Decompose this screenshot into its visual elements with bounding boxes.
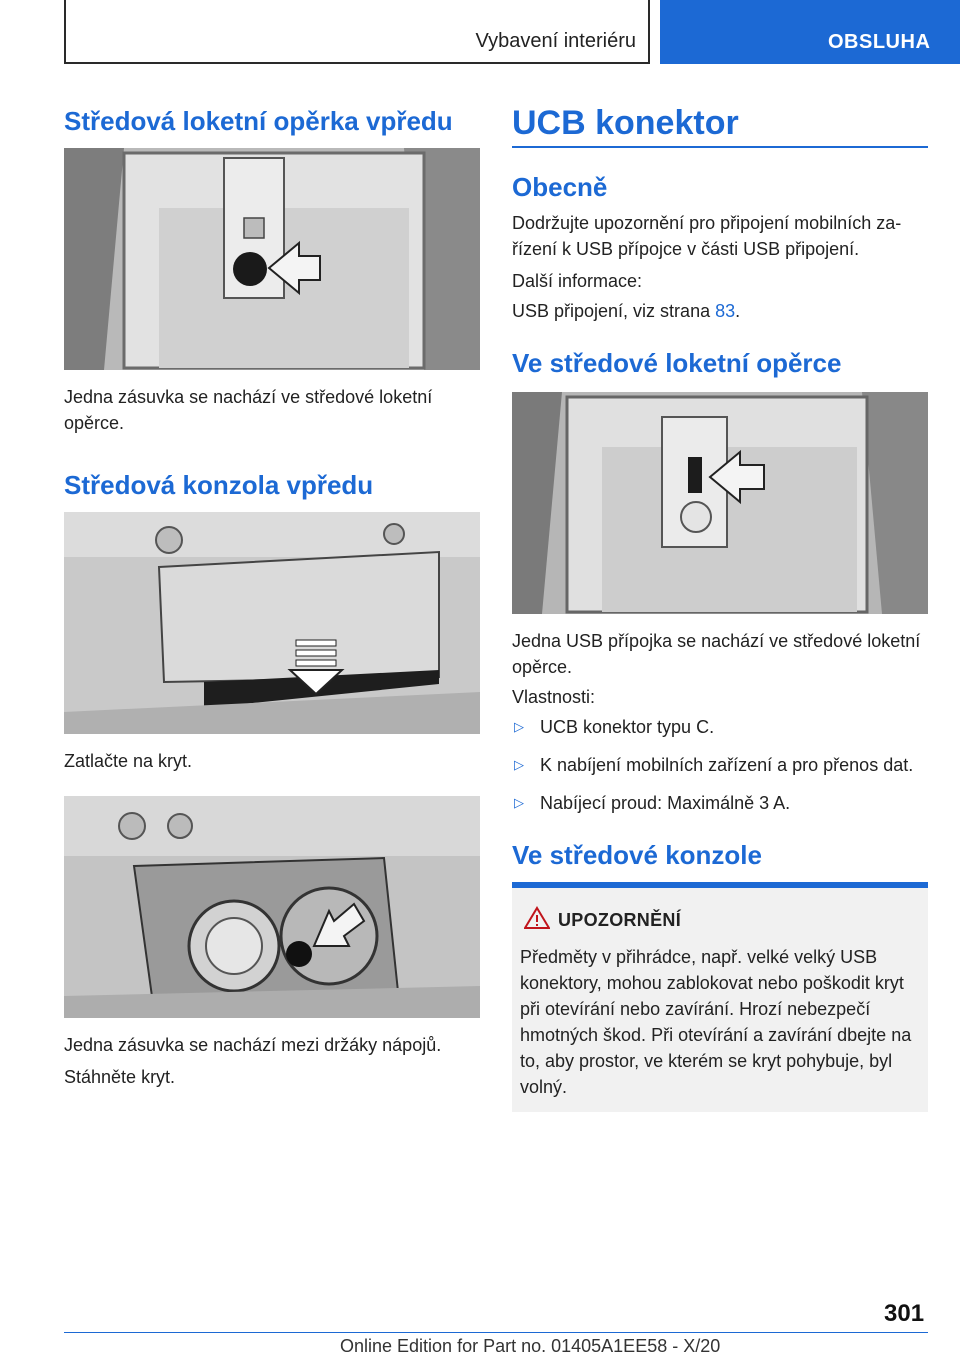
properties-list [512,714,932,828]
warning-box [512,882,928,1112]
heading-front-console: Středová konzola vpředu [64,470,374,500]
triangle-bullet-icon: ▷ [514,719,524,734]
header-chapter-label: OBSLUHA [828,31,931,53]
heading-general: Obecně [512,172,608,202]
photo-console-cover [64,512,480,734]
caption-armrest-socket: Jedna zásuvka se nachází ve středové loketní opěrce. [64,387,433,433]
header-section-title: Vybavení interiéru [475,30,636,52]
property-text: Nabíjecí proud: Maximálně 3 A. [540,793,791,813]
caption-press-cover: Zatlačte na kryt. [64,751,193,771]
title-rule [512,146,928,148]
heading-in-console: Ve středové konzole [512,840,762,870]
caption-usb-armrest: Jedna USB přípojka se nachází ve středové loketní opěrce. [512,631,921,677]
page-number: 301 [884,1300,925,1327]
reference-page-link[interactable]: 83 [715,301,736,321]
reference-line [512,298,932,324]
list-item [512,752,932,778]
warning-text: Předměty v přihrádce, např. velké velký USB konektory, mohou zablokovat nebo poškodit kryt při otevírání nebo zavírání. Hrozí nebezpečí hmotných škod. Při otevírání a zavírání dbejte na to, aby prostor, ve kterém se kryt pohybuje, byl volný. [520,947,912,1097]
photo-cupholder-socket [64,796,480,1018]
photo-usb-armrest [512,392,928,614]
footer-rule [64,1332,928,1333]
warning-title: UPOZORNĚNÍ [558,910,682,930]
more-info-label: Další informace: [512,271,643,291]
reference-text: USB připojení, viz strana [512,301,716,321]
triangle-bullet-icon: ▷ [514,795,524,810]
list-item [512,790,932,816]
reference-end: . [735,301,741,321]
page-title: UCB konektor [512,104,739,142]
header-chapter-tab [660,0,960,64]
heading-front-armrest: Středová loketní opěrka vpředu [64,106,453,136]
header-section-box [64,0,650,64]
list-item [512,714,932,740]
triangle-bullet-icon: ▷ [514,757,524,772]
footer-edition: Online Edition for Part no. 01405A1EE58 - X/20 [340,1336,721,1356]
heading-in-armrest: Ve středové loketní opěrce [512,348,842,378]
warning-triangle-icon [524,906,550,930]
property-text: UCB konektor typu C. [540,717,715,737]
caption-cupholder-socket: Jedna zásuvka se nachází mezi držáky nápojů. [64,1035,442,1055]
properties-label: Vlastnosti: [512,687,596,707]
photo-armrest-socket [64,148,480,370]
property-text: K nabíjení mobilních zařízení a pro přenos dat. [540,755,914,775]
caption-pull-cover: Stáhněte kryt. [64,1067,176,1087]
general-text: Dodržujte upozornění pro připojení mobilních zařízení k USB přípojce v části USB připojení. [512,213,902,259]
